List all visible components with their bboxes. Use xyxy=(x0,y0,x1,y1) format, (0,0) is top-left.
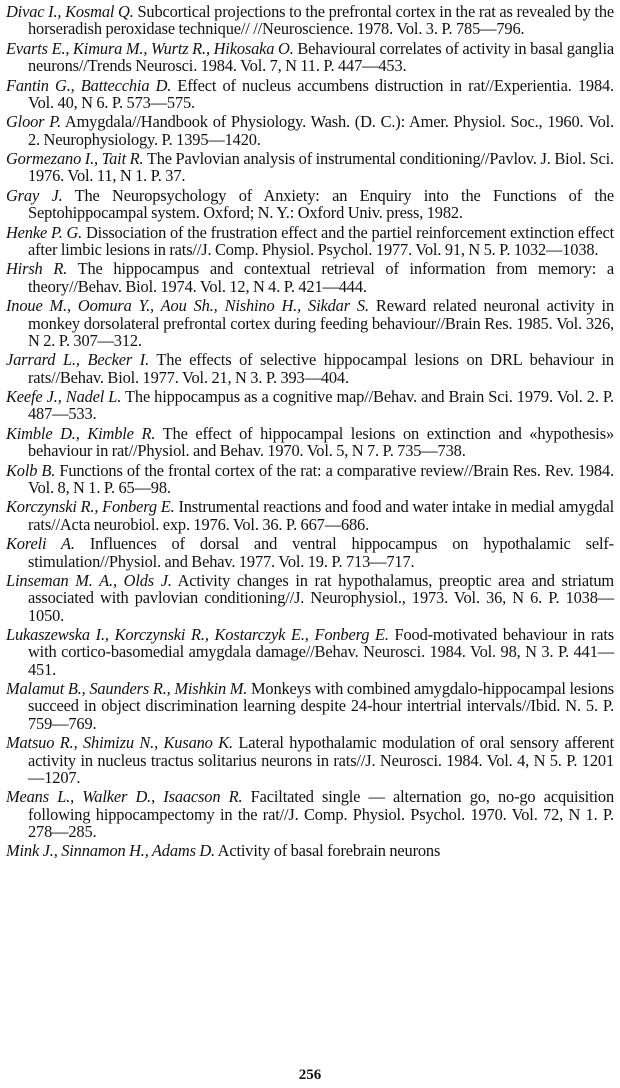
reference-entry xyxy=(6,351,614,386)
reference-text: Dissociation of the frustration effect and the partiel reinforcement extinction effect after limbic lesions in rats//J. Comp. Physiol. Psychol. 1977. Vol. 91, N 5. P. 1032—1038. xyxy=(28,222,614,259)
reference-text: The effects of selective hippocampal lesions on DRL behaviour in rats//Behav. Biol. 1977. Vol. 21, N 3. P. 393—404. xyxy=(28,350,614,387)
reference-text: Activity changes in rat hypothalamus, preoptic area and striatum associated with pavlovian conditioning//J. Neurophysiol., 1973. Vol. 36, N 6. P. 1038—1050. xyxy=(28,571,614,625)
reference-text: Faciltated single — alternation go, no-go acquisition following hippocampectomy in the rat//J. Comp. Physiol. Psychol. 1970. Vol. 72, N 1. P. 278—285. xyxy=(28,787,614,841)
reference-entry xyxy=(6,626,614,678)
reference-authors: Linseman M. A., Olds J. xyxy=(6,571,172,591)
reference-entry xyxy=(6,734,614,786)
reference-authors: Koreli A. xyxy=(6,534,75,554)
reference-authors: Mink J., Sinnamon H., Adams D. xyxy=(6,841,215,861)
reference-list xyxy=(6,3,614,860)
reference-entry xyxy=(6,297,614,349)
reference-authors: Kimble D., Kimble R. xyxy=(6,423,156,443)
reference-authors: Gormezano I., Tait R. xyxy=(6,149,144,169)
reference-text: The Neuropsychology of Anxiety: an Enquiry into the Functions of the Septohippocampal system. Oxford; N. Y.: Oxford Univ. press, 1982. xyxy=(28,185,614,223)
reference-entry xyxy=(6,572,614,624)
reference-entry xyxy=(6,260,614,295)
reference-authors: Keefe J., Nadel L. xyxy=(6,387,122,407)
reference-text: Effect of nucleus accumbens distruction in rat//Experientia. 1984. Vol. 40, N 6. P. 573—575. xyxy=(28,75,614,112)
reference-authors: Means L., Walker D., Isaacson R. xyxy=(6,787,243,807)
reference-text: The Pavlovian analysis of instrumental conditioning//Pavlov. J. Biol. Sci. 1976. Vol. 11, N 1. P. 37. xyxy=(28,149,615,186)
reference-entry xyxy=(6,113,614,148)
reference-entry xyxy=(6,535,614,570)
reference-authors: Hirsh R. xyxy=(6,259,68,279)
reference-text: Reward related neuronal activity in monkey dorsolateral prefrontal cortex during feeding behaviour//Brain Res. 1985. Vol. 326, N 2. P. 307—312. xyxy=(28,296,614,350)
reference-entry xyxy=(6,680,614,732)
reference-authors: Malamut B., Saunders R., Mishkin M. xyxy=(6,679,248,699)
reference-text: Influences of dorsal and ventral hippocampus on hypothalamic self-stimulation//Physiol. and Behav. 1977. Vol. 19. P. 713—717. xyxy=(28,534,614,571)
reference-entry xyxy=(6,187,614,222)
reference-authors: Inoue M., Oomura Y., Aou Sh., Nishino H., Sikdar S. xyxy=(6,296,369,316)
reference-text: Lateral hypothalamic modulation of oral sensory afferent activity in nucleus tractus solitarius neurons in rats//J. Neurosci. 1984. Vol. 4, N 5. P. 1201—1207. xyxy=(28,733,614,787)
reference-text: Food-motivated behaviour in rats with cortico-basomedial amygdala damage//Behav. Neurosci. 1984. Vol. 98, N 3. P. 441—451. xyxy=(28,625,614,679)
page-number: 256 xyxy=(298,1067,322,1083)
reference-entry xyxy=(6,77,614,112)
reference-authors: Gloor P. xyxy=(6,112,61,132)
reference-authors: Evarts E., Kimura M., Wurtz R., Hikosaka O. xyxy=(6,38,294,58)
reference-text: Instrumental reactions and food and water intake in medial amygdal rats//Acta neurobiol. exp. 1976. Vol. 36. P. 667—686. xyxy=(28,497,614,534)
reference-entry xyxy=(6,224,614,259)
reference-authors: Matsuo R., Shimizu N., Kusano K. xyxy=(6,733,233,753)
reference-entry xyxy=(6,788,614,840)
reference-text: Behavioural correlates of activity in basal ganglia neurons//Trends Neurosci. 1984. Vol. 7, N 11. P. 447—453. xyxy=(28,38,614,76)
reference-text: Activity of basal forebrain neurons xyxy=(217,841,441,861)
reference-authors: Henke P. G. xyxy=(6,222,83,242)
reference-authors: Korczynski R., Fonberg E. xyxy=(6,497,175,517)
reference-authors: Divac I., Kosmal Q. xyxy=(6,2,134,21)
reference-text: Subcortical projections to the prefrontal cortex in the rat as revealed by the horseradish peroxidase technique// //Neuroscience. 1978. Vol. 3. P. 785—796. xyxy=(28,2,614,39)
reference-authors: Lukaszewska I., Korczynski R., Kostarczyk E., Fonberg E. xyxy=(6,625,389,645)
reference-entry xyxy=(6,3,614,38)
reference-text: Amygdala//Handbook of Physiology. Wash. (D. C.): Amer. Physiol. Soc., 1960. Vol. 2. Neurophysiology. P. 1395—1420. xyxy=(28,112,614,149)
reference-entry xyxy=(6,842,614,859)
reference-entry xyxy=(6,498,614,533)
reference-entry xyxy=(6,462,614,497)
reference-text: Monkeys with combined amygdalo-hippocampal lesions succeed in object discrimination learning despite 24-hour intertrial intervals//Ibid. N. 5. P. 759—769. xyxy=(28,679,614,733)
reference-text: The effect of hippocampal lesions on extinction and «hypothesis» behaviour in rat//Physiol. and Behav. 1970. Vol. 5, N 7. P. 735—738. xyxy=(28,423,614,461)
reference-authors: Gray J. xyxy=(6,185,63,205)
reference-authors: Kolb B. xyxy=(6,460,56,480)
reference-entry xyxy=(6,150,614,185)
reference-text: Functions of the frontal cortex of the rat: a comparative review//Brain Res. Rev. 1984. Vol. 8, N 1. P. 65—98. xyxy=(28,460,614,497)
reference-text: The hippocampus and contextual retrieval of information from memory: a theory//Behav. Biol. 1974. Vol. 12, N 4. P. 421—444. xyxy=(28,259,614,296)
reference-authors: Fantin G., Battecchia D. xyxy=(6,75,172,95)
reference-entry xyxy=(6,388,614,423)
reference-entry xyxy=(6,425,614,460)
reference-text: The hippocampus as a cognitive map//Behav. and Brain Sci. 1979. Vol. 2. P. 487—533. xyxy=(28,387,614,424)
reference-authors: Jarrard L., Becker I. xyxy=(6,350,150,370)
reference-entry xyxy=(6,40,614,75)
